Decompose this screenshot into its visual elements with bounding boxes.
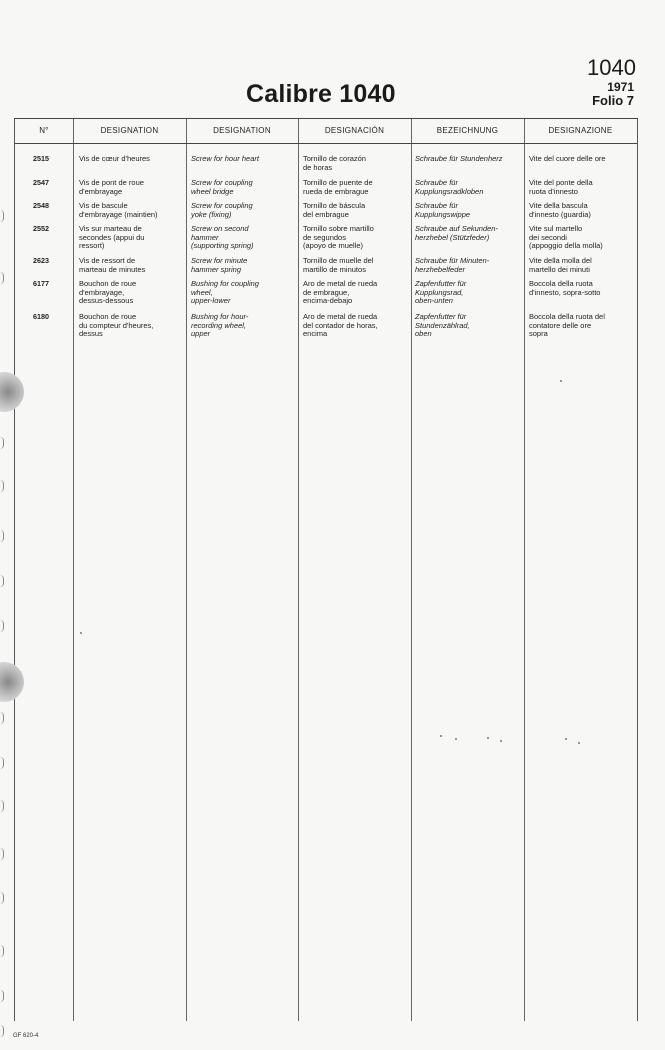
scan-speck [500,740,502,742]
designation-fr: Bouchon de roue d'embrayage, dessus-dessous [79,279,137,306]
designation-de: Schraube für Kupplungsradkloben [415,178,484,196]
designation-fr: Vis de pont de roue d'embrayage [79,178,144,196]
punch-mark [0,437,4,449]
punch-mark [0,848,4,860]
punch-mark [0,800,4,812]
part-number: 2515 [33,154,49,163]
year-label: 1971 [607,80,634,94]
punch-mark [0,272,4,284]
punch-mark [0,990,4,1002]
column-divider [73,119,74,1021]
header-english: DESIGNATION [213,126,271,135]
designation-fr: Vis sur marteau de secondes (appui du ressort) [79,224,145,251]
designation-es: Aro de metal de rueda de embrague, encima-debajo [303,279,378,306]
scan-speck [565,738,567,740]
designation-fr: Vis de bascule d'embrayage (maintien) [79,201,158,219]
page-title: Calibre 1040 [246,80,396,108]
designation-it: Vite della bascula d'innesto (guardia) [529,201,591,219]
designation-it: Vite sul martello dei secondi (appoggio della molla) [529,224,603,251]
part-number: 2623 [33,256,49,265]
part-number: 6180 [33,312,49,321]
parts-table [14,118,638,1021]
punch-mark [0,530,4,542]
punch-mark [0,1025,4,1037]
header-spanish: DESIGNACIÓN [324,126,385,135]
punch-mark [0,945,4,957]
designation-en: Screw for coupling wheel bridge [191,178,253,196]
designation-es: Tornillo sobre martillo de segundos (apoyo de muelle) [303,224,374,251]
form-code: GF 620-4 [13,1033,39,1039]
designation-fr: Vis de cœur d'heures [79,154,150,163]
punch-mark [0,210,4,222]
designation-fr: Bouchon de roue du compteur d'heures, dessus [79,312,154,339]
header-german: BEZEICHNUNG [436,126,499,135]
designation-es: Aro de metal de rueda del contador de horas, encima [303,312,378,339]
column-divider [411,119,412,1021]
designation-de: Schraube für Kupplungswippe [415,201,471,219]
scan-speck [440,735,442,737]
punch-mark [0,892,4,904]
table-header [15,119,637,144]
scan-speck [560,380,562,382]
scan-speck [80,632,82,634]
designation-it: Vite del ponte della ruota d'innesto [529,178,593,196]
reference-number: 1040 [587,55,636,80]
designation-it: Vite della molla del martello dei minuti [529,256,592,274]
column-divider [524,119,525,1021]
designation-it: Boccola della ruota del contatore delle ore sopra [529,312,605,339]
scan-speck [487,737,489,739]
punch-mark [0,712,4,724]
header-italian: DESIGNAZIONE [548,126,613,135]
header-french: DESIGNATION [100,126,159,135]
designation-es: Tornillo de corazón de horas [303,154,366,172]
scan-speck [578,742,580,744]
designation-de: Zapfenfutter für Stundenzählrad, oben [415,312,470,339]
designation-en: Bushing for hour- recording wheel, upper [191,312,249,339]
part-number: 2552 [33,224,49,233]
part-number: 6177 [33,279,49,288]
column-divider [298,119,299,1021]
designation-en: Screw on second hammer (supporting spring) [191,224,254,251]
column-divider [186,119,187,1021]
punch-mark [0,480,4,492]
part-number: 2547 [33,178,49,187]
scan-speck [455,738,457,740]
designation-de: Schraube für Minuten- herzhebelfeder [415,256,490,274]
designation-fr: Vis de ressort de marteau de minutes [79,256,146,274]
header-number: N° [39,126,49,135]
designation-en: Screw for coupling yoke (fixing) [191,201,253,219]
designation-en: Screw for minute hammer spring [191,256,248,274]
punch-mark [0,620,4,632]
punch-mark [0,757,4,769]
part-number: 2548 [33,201,49,210]
designation-de: Schraube für Stundenherz [415,154,503,163]
designation-en: Screw for hour heart [191,154,259,163]
designation-es: Tornillo de muelle del martillo de minutos [303,256,374,274]
designation-it: Vite del cuore delle ore [529,154,606,163]
designation-es: Tornillo de báscula del embrague [303,201,366,219]
designation-it: Boccola della ruota d'innesto, sopra-sotto [529,279,601,297]
designation-es: Tornillo de puente de rueda de embrague [303,178,373,196]
designation-en: Bushing for coupling wheel, upper-lower [191,279,259,306]
designation-de: Schraube auf Sekunden- herzhebel (Stützfeder) [415,224,498,242]
designation-de: Zapfenfutter für Kupplungsrad, oben-unten [415,279,467,306]
folio-label: Folio 7 [592,93,634,108]
punch-mark [0,575,4,587]
